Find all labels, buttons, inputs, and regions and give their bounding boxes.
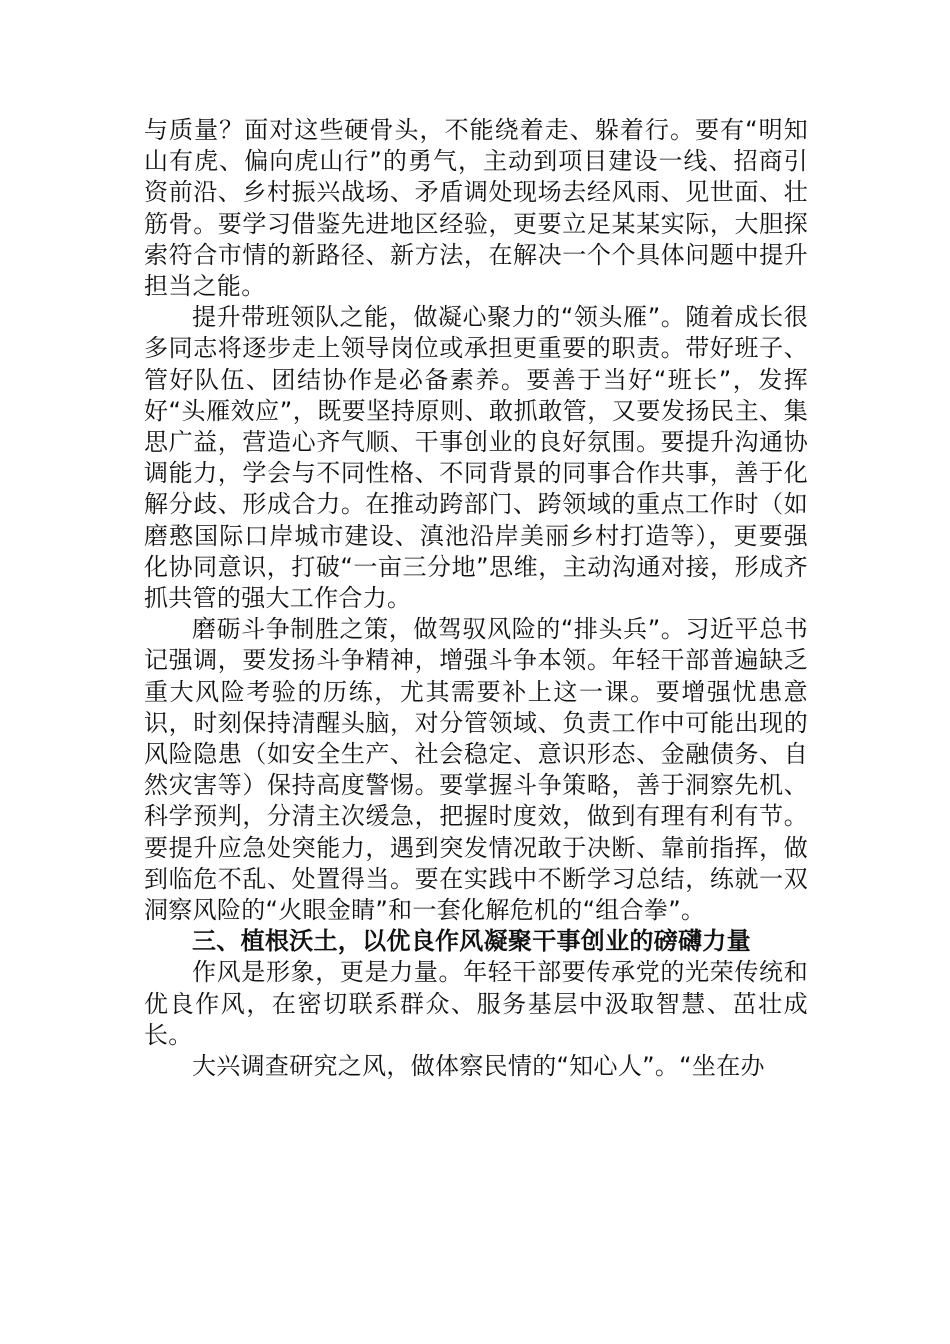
document-body xyxy=(144,115,808,1082)
paragraph-continuation: 与质量？面对这些硬骨头，不能绕着走、躲着行。要有“明知山有虎、偏向虎山行”的勇气，主动到项目建设一线、招商引资前沿、乡村振兴战场、矛盾调处现场去经风雨、见世面、壮筋骨。要学习借鉴先进地区经验，更要立足某某实际，大胆探索符合市情的新路径、新方法，在解决一个个具体问题中提升担当之能。 xyxy=(144,116,808,301)
paragraph-leadership: 提升带班领队之能，做凝心聚力的“领头雁”。随着成长很多同志将逐步走上领导岗位或承担更重要的职责。带好班子、管好队伍、团结协作是必备素养。要善于当好“班长”，发挥好“头雁效应”，既要坚持原则、敢抓敢管，又要发扬民主、集思广益，营造心齐气顺、干事创业的良好氛围。要提升沟通协调能力，学会与不同性格、不同背景的同事合作共事，善于化解分歧、形成合力。在推动跨部门、跨领域的重点工作时（如磨憨国际口岸城市建设、滇池沿岸美丽乡村打造等），更要强化协同意识，打破“一亩三分地”思维，主动沟通对接，形成齐抓共管的强大工作合力。 xyxy=(144,303,808,613)
section-heading-three: 三、植根沃土，以优良作风凝聚干事创业的磅礴力量 xyxy=(192,927,751,956)
paragraph-risk: 磨砺斗争制胜之策，做驾驭风险的“排头兵”。习近平总书记强调，要发扬斗争精神，增强斗争本领。年轻干部普遍缺乏重大风险考验的历练，尤其需要补上这一课。要增强忧患意识，时刻保持清醒头脑，对分管领域、负责工作中可能出现的风险隐患（如安全生产、社会稳定、意识形态、金融债务、自然灾害等）保持高度警惕。要掌握斗争策略，善于洞察先机、科学预判，分清主次缓急，把握时度效，做到有理有利有节。要提升应急处突能力，遇到突发情况敢于决断、靠前指挥，做到临危不乱、处置得当。要在实践中不断学习总结，练就一双洞察风险的“火眼金睛”和一套化解危机的“组合拳”。 xyxy=(144,615,808,925)
paragraph-research: 大兴调查研究之风，做体察民情的“知心人”。“坐在办 xyxy=(192,1052,765,1081)
paragraph-work-style: 作风是形象，更是力量。年轻干部要传承党的光荣传统和优良作风，在密切联系群众、服务基层中汲取智慧、茁壮成长。 xyxy=(144,958,808,1049)
